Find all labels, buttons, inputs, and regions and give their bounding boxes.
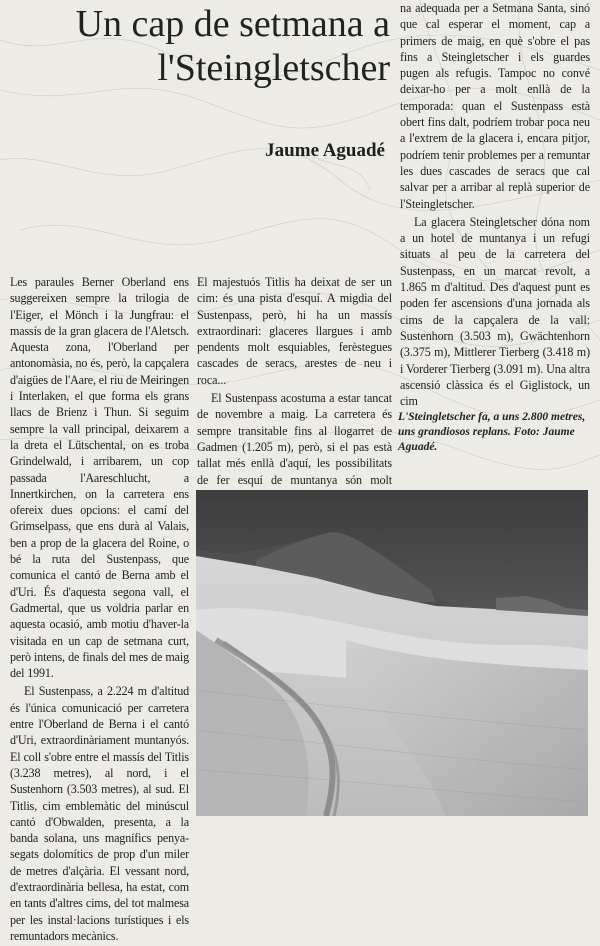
body-column-1 <box>10 274 189 946</box>
author-byline: Jaume Aguadé <box>265 140 385 161</box>
paragraph: El Sustenpass, a 2.224 m d'altitud és l'única comunicació per carretera entre l'Oberland de Berna i el cantó d'Uri, extraordinàriament muntanyós. El coll s'obre entre el massís del Titlis (3.238 metres), al nord, i el Sustenhorn (3.503 metres), al sud. El Titlis, cim emblemàtic del minúscul cantó d'Obwalden, presenta, a la banda solana, uns magnífics penya-segats dolomítics de prop d'un miler de metres d'alçària. El vessant nord, d'extraordinària bellesa, ha estat, com en tants d'altres cims, del tot malmesa per les instal·lacions turístiques i els remuntadors mecànics. <box>10 684 189 943</box>
body-column-2 <box>197 274 392 506</box>
glacier-photo-image <box>196 490 588 816</box>
article-title: Un cap de setmana a l'Steingletscher <box>75 3 390 89</box>
paragraph: El Sustenpass acostuma a estar tancat de novembre a maig. La carretera és sempre transitable fins al llogarret de Gadmen (1.205 m), però, si el pas està tallat més enllà d'aquí, les possibilitats de fer esquí de muntanya són molt <box>197 391 392 487</box>
body-column-3 <box>400 0 590 411</box>
glacier-photo <box>196 490 588 816</box>
paragraph: na adequada per a Setmana Santa, sinó que cal esperar el moment, cap a primers de maig, en què s'obre el pas fins a Steingletscher i els guardes pugen als refugis. Tampoc no convé deixar-ho per a molt enllà de la temporada: quan el Sustenpass està obert fins dalt, podríem trobar poca neu a l'extrem de la glacera i, encara pitjor, podríem tenir problemes per a remuntar les dues cascades de seracs que cal salvar per a arribar al replà superior de l'Steingletscher. <box>400 1 590 211</box>
paragraph: El majestuós Titlis ha deixat de ser un cim: és una pista d'esquí. A migdia del Sustenpass, però, hi ha un massís extraordinari: glaceres llargues i amb pendents molt esquiables, ferèstegues cascades de seracs, arestes de neu i roca... <box>197 275 392 387</box>
paragraph: La glacera Steingletscher dóna nom a un hotel de muntanya i un refugi situats al peu de la carretera del Sustenpass, en un marcat revolt, a 1.865 m d'altitud. Des d'aquest punt es poden fer ascensions d'una jornada als cims de la capçalera de la vall: Sustenhorn (3.503 m), Gwächtenhorn (3.375 m), Mittlerer Tierberg (3.418 m) i Vorderer Tierberg (3.091 m). Una altra ascensió clàssica és el Giglistock, un cim <box>400 214 590 409</box>
paragraph: Les paraules Berner Oberland ens suggereixen sempre la trilogia de l'Eiger, el Mönch i la Jungfrau: el massís de la gran glacera de l'Aletsch. Aquesta zona, l'Oberland per antonomàsia, no és, però, la capçalera d'aigües de l'Aare, el riu de Meiringen i Interlaken, el que forma els grans llacs de Brienz i Thun. Si seguim sempre la vall principal, deixarem a la dreta el Lütschental, on es troba Grindelwald, i arribarem, un cop passada l'Aareschlucht, a Innertkirchen, on la carretera ens ofereix dues opcions: el camí del Grimselpass, que ens durà al Valais, ben a prop de la glacera del Roine, o bé la ruta del Sustenpass, que comunica el cantó de Berna amb el d'Uri. És d'aquesta segona vall, el Gadmertal, que us voldria parlar en aquesta ocasió, amb motiu d'haver-la visitada en un cap de setmana curt, però intens, de finals del mes de maig del 1991. <box>10 275 189 681</box>
photo-caption: L'Steingletscher fa, a uns 2.800 metres, uns grandiosos replans. Foto: Jaume Aguadé. <box>398 411 586 453</box>
